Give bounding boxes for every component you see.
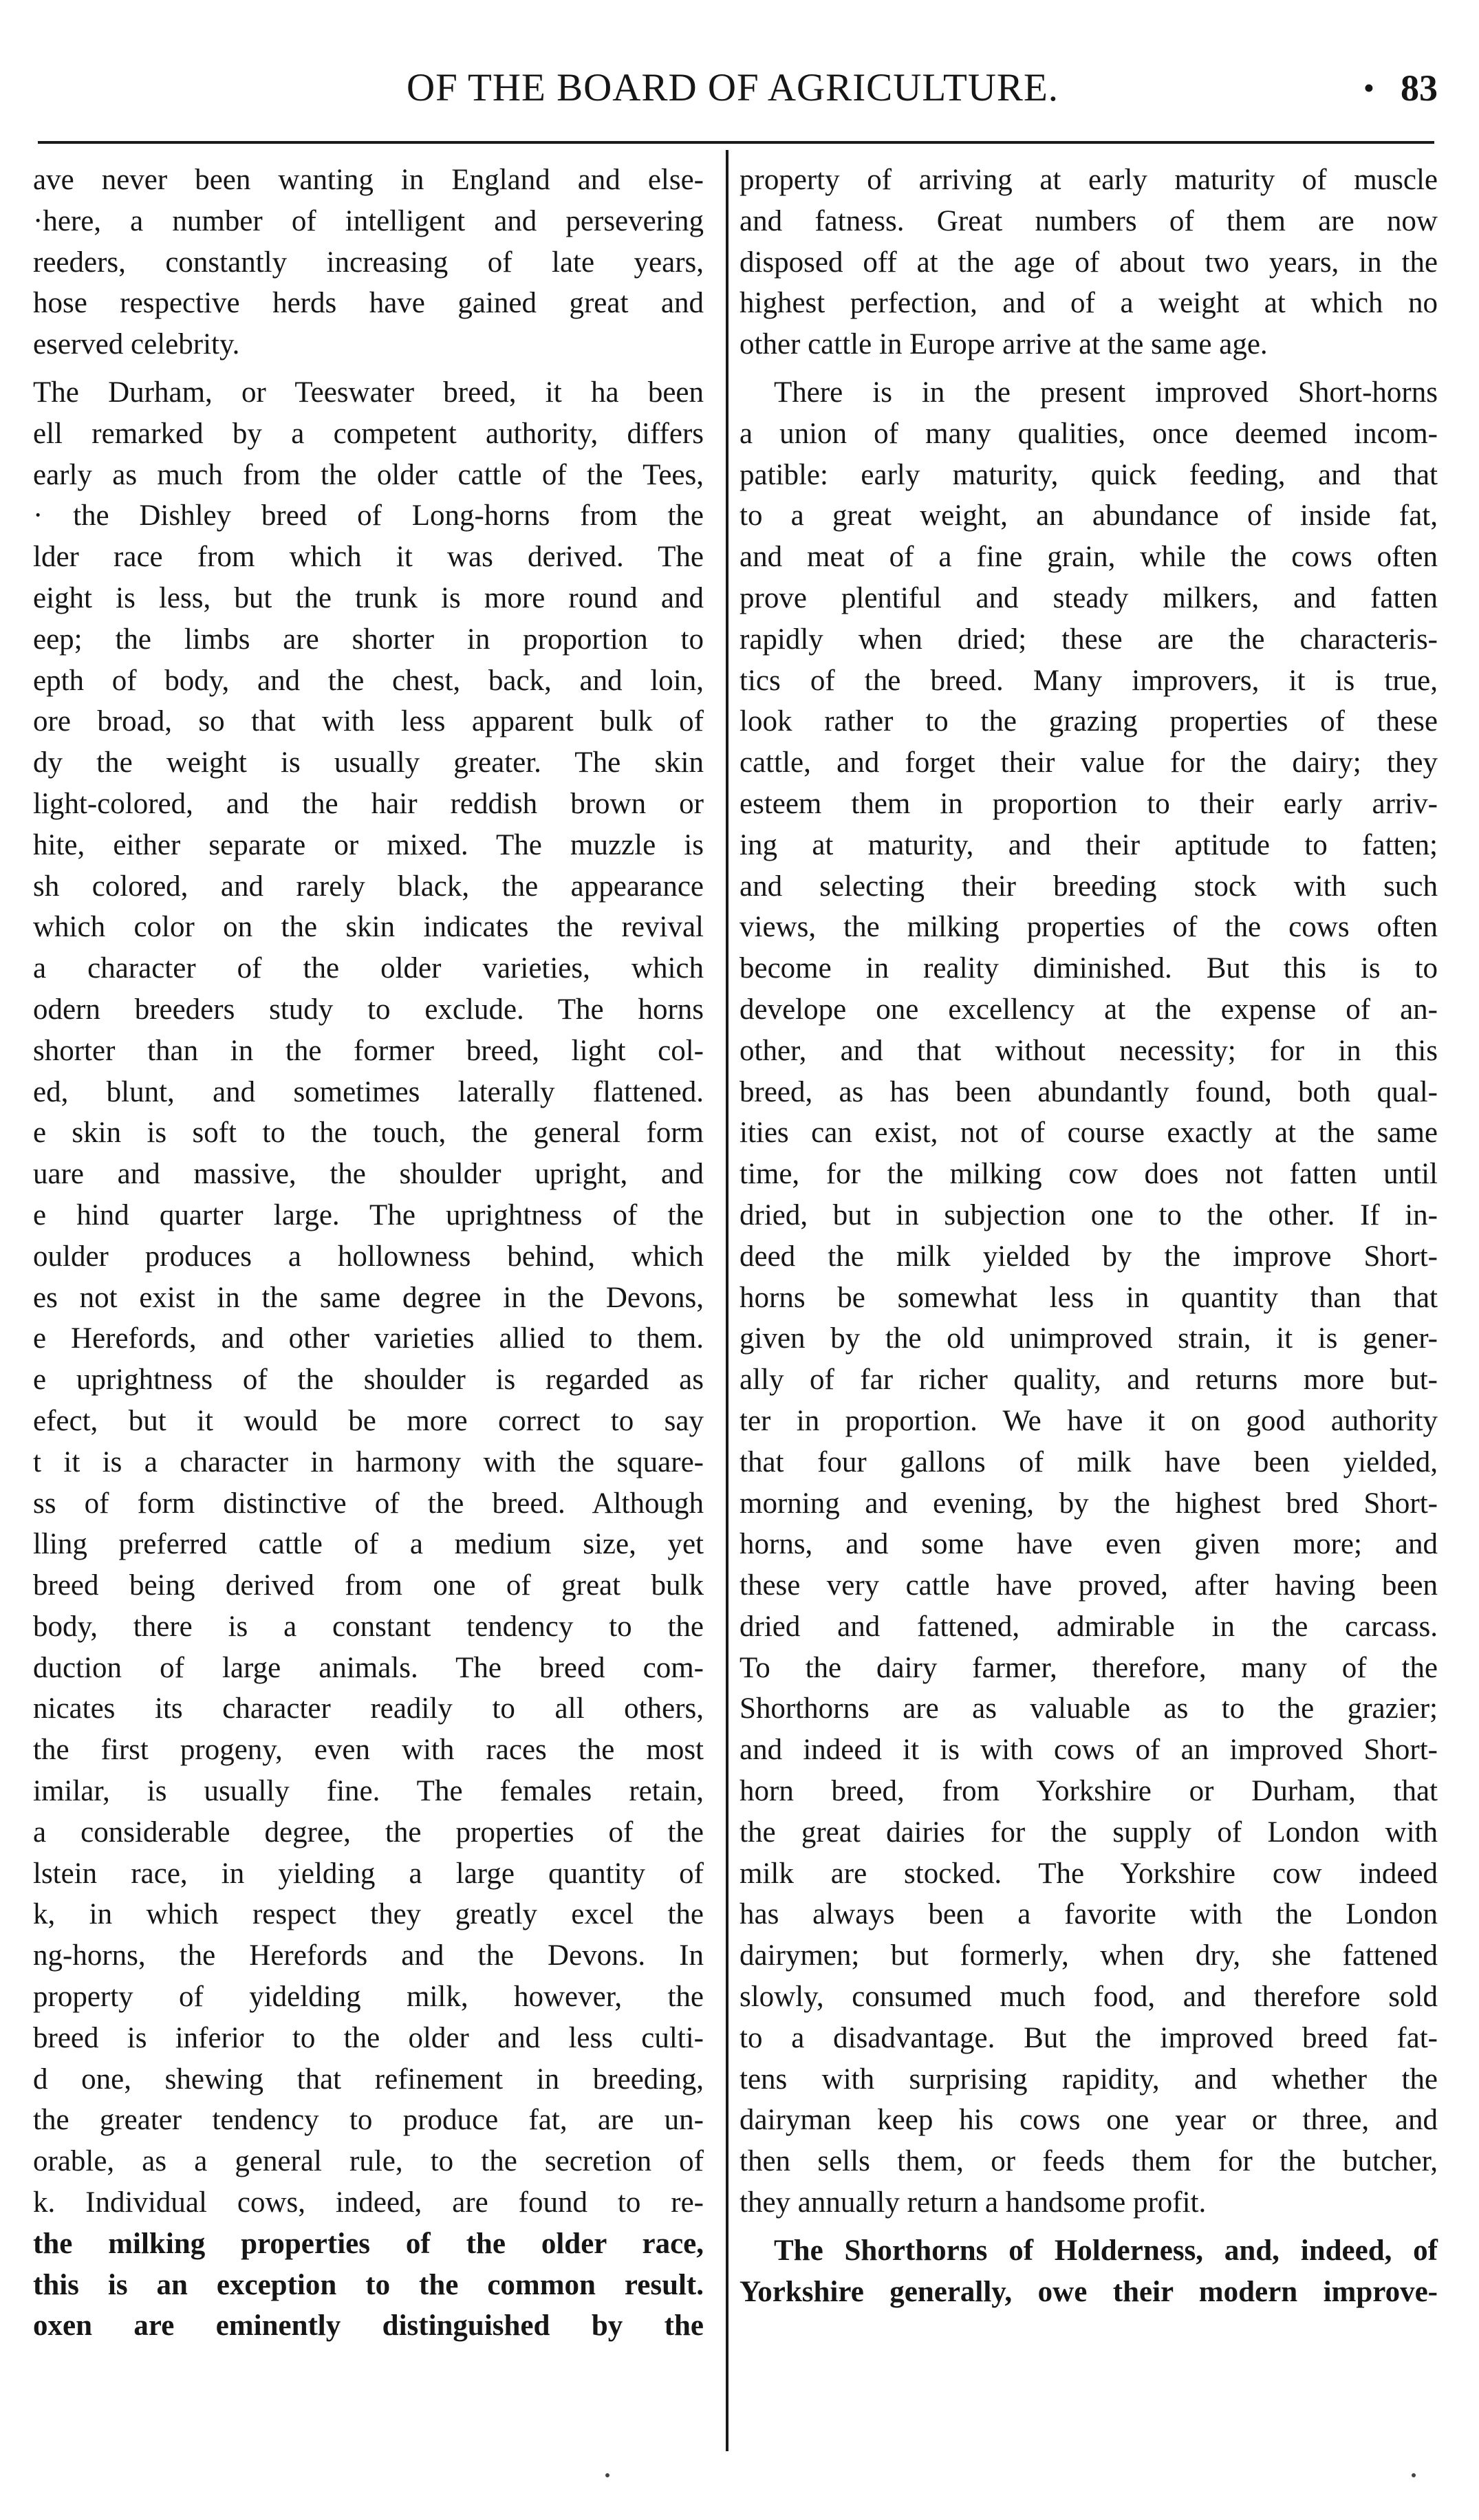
text-line: hite, either separate or mixed. The muzzle is bbox=[33, 828, 704, 861]
text-line: a union of many qualities, once deemed incom- bbox=[740, 417, 1438, 450]
text-line: time, for the milking cow does not fatten until bbox=[740, 1158, 1438, 1191]
text-line: ter in proportion. We have it on good authority bbox=[740, 1404, 1438, 1437]
text-line: imilar, is usually fine. The females retain, bbox=[33, 1775, 704, 1808]
text-line: dy the weight is usually greater. The skin bbox=[33, 746, 704, 779]
right-column bbox=[740, 160, 1438, 2312]
text-line: develope one excellency at the expense of an- bbox=[740, 993, 1438, 1026]
text-line: nicates its character readily to all others, bbox=[33, 1692, 704, 1725]
print-speck bbox=[1412, 2473, 1416, 2477]
text-line: dairymen; but formerly, when dry, she fattened bbox=[740, 1939, 1438, 1972]
text-line: k, in which respect they greatly excel the bbox=[33, 1898, 704, 1931]
text-line: There is in the present improved Short-horns bbox=[774, 376, 1438, 409]
text-line: esteem them in proportion to their early arriv- bbox=[740, 787, 1438, 820]
text-line: slowly, consumed much food, and therefore sold bbox=[740, 1981, 1438, 2014]
text-line: that four gallons of milk have been yielded, bbox=[740, 1445, 1438, 1478]
text-line: cattle, and forget their value for the dairy; they bbox=[740, 746, 1438, 779]
text-line: shorter than in the former breed, light col- bbox=[33, 1034, 704, 1067]
text-line: and meat of a fine grain, while the cows often bbox=[740, 541, 1438, 574]
text-line: oulder produces a hollowness behind, which bbox=[33, 1240, 704, 1273]
header-rule bbox=[38, 141, 1434, 144]
running-title: OF THE BOARD OF AGRICULTURE. bbox=[406, 66, 1059, 109]
text-line: e Herefords, and other varieties allied to them. bbox=[33, 1322, 704, 1355]
text-line: the greater tendency to produce fat, are un- bbox=[33, 2104, 704, 2137]
text-line: dried, but in subjection one to the other. If in- bbox=[740, 1198, 1438, 1231]
text-line: oxen are eminently distinguished by the bbox=[33, 2309, 704, 2343]
text-line: dairyman keep his cows one year or three, and bbox=[740, 2104, 1438, 2137]
text-line: property of yidelding milk, however, the bbox=[33, 1981, 704, 2014]
text-line: given by the old unimproved strain, it is gener- bbox=[740, 1322, 1438, 1355]
text-line: duction of large animals. The breed com- bbox=[33, 1651, 704, 1684]
text-line: ed, blunt, and sometimes laterally flattened. bbox=[33, 1075, 704, 1108]
text-line: To the dairy farmer, therefore, many of the bbox=[740, 1651, 1438, 1684]
text-line: and selecting their breeding stock with such bbox=[740, 870, 1438, 903]
text-line: disposed off at the age of about two years, in the bbox=[740, 246, 1438, 279]
text-line: light-colored, and the hair reddish brown or bbox=[33, 787, 704, 820]
running-head bbox=[28, 61, 1438, 116]
text-line: highest perfection, and of a weight at which no bbox=[740, 287, 1438, 320]
text-line: hose respective herds have gained great and bbox=[33, 287, 704, 320]
paragraph-gap bbox=[33, 365, 704, 372]
text-line: and indeed it is with cows of an improved Short- bbox=[740, 1734, 1438, 1767]
text-line: eep; the limbs are shorter in proportion to bbox=[33, 623, 704, 656]
column-divider bbox=[726, 150, 728, 2451]
text-line: Yorkshire generally, owe their modern improve- bbox=[740, 2275, 1438, 2308]
print-speck bbox=[605, 2473, 609, 2477]
text-line: dried and fattened, admirable in the carcass. bbox=[740, 1610, 1438, 1643]
text-line: patible: early maturity, quick feeding, and that bbox=[740, 458, 1438, 491]
text-line: e uprightness of the shoulder is regarded as bbox=[33, 1364, 704, 1397]
text-line: to a great weight, an abundance of inside fat, bbox=[740, 499, 1438, 532]
text-line: · the Dishley breed of Long-horns from the bbox=[33, 499, 704, 532]
text-line: lling preferred cattle of a medium size, yet bbox=[33, 1528, 704, 1561]
text-line: and fatness. Great numbers of them are now bbox=[740, 204, 1438, 237]
text-line: horn breed, from Yorkshire or Durham, that bbox=[740, 1775, 1438, 1808]
text-line: eight is less, but the trunk is more round and bbox=[33, 581, 704, 614]
text-line: tics of the breed. Many improvers, it is true, bbox=[740, 664, 1438, 697]
text-line: these very cattle have proved, after having been bbox=[740, 1569, 1438, 1602]
text-line: ave never been wanting in England and else- bbox=[33, 164, 704, 196]
text-line: reeders, constantly increasing of late years, bbox=[33, 246, 704, 279]
text-line: the great dairies for the supply of London with bbox=[740, 1816, 1438, 1849]
paragraph-gap bbox=[740, 2223, 1438, 2230]
text-line: other, and that without necessity; for in this bbox=[740, 1034, 1438, 1067]
text-line: tens with surprising rapidity, and whether the bbox=[740, 2063, 1438, 2096]
text-line: breed, as has been abundantly found, both qual- bbox=[740, 1075, 1438, 1108]
text-line: t it is a character in harmony with the square- bbox=[33, 1445, 704, 1478]
text-line: then sells them, or feeds them for the butcher, bbox=[740, 2145, 1438, 2178]
text-line: efect, but it would be more correct to say bbox=[33, 1404, 704, 1437]
text-line: the first progeny, even with races the most bbox=[33, 1734, 704, 1767]
text-line: prove plentiful and steady milkers, and fatten bbox=[740, 581, 1438, 614]
text-line: Shorthorns are as valuable as to the grazier; bbox=[740, 1692, 1438, 1725]
text-line: lder race from which it was derived. The bbox=[33, 541, 704, 574]
text-line: look rather to the grazing properties of these bbox=[740, 705, 1438, 738]
text-line: the milking properties of the older race, bbox=[33, 2227, 704, 2260]
text-line: ng-horns, the Herefords and the Devons. In bbox=[33, 1939, 704, 1972]
text-line: early as much from the older cattle of the Tees, bbox=[33, 458, 704, 491]
header-bullet: • bbox=[1363, 70, 1374, 105]
text-line: ing at maturity, and their aptitude to fatten; bbox=[740, 828, 1438, 861]
left-column bbox=[33, 160, 704, 2347]
page-number: 83 bbox=[1401, 67, 1438, 109]
paragraph-gap bbox=[740, 365, 1438, 372]
text-line: body, there is a constant tendency to the bbox=[33, 1610, 704, 1643]
text-line: ss of form distinctive of the breed. Although bbox=[33, 1487, 704, 1520]
text-line: views, the milking properties of the cows often bbox=[740, 911, 1438, 944]
text-line: The Shorthorns of Holderness, and, indeed, of bbox=[774, 2234, 1438, 2267]
text-line: they annually return a handsome profit. bbox=[740, 2186, 1207, 2219]
text-line: to a disadvantage. But the improved breed fat- bbox=[740, 2021, 1438, 2054]
text-line: odern breeders study to exclude. The horns bbox=[33, 993, 704, 1026]
text-line: ally of far richer quality, and returns more but- bbox=[740, 1364, 1438, 1397]
text-line: es not exist in the same degree in the Devons, bbox=[33, 1281, 704, 1314]
text-line: other cattle in Europe arrive at the same age. bbox=[740, 328, 1268, 361]
text-line: rapidly when dried; these are the characteris- bbox=[740, 623, 1438, 656]
text-line: ities can exist, not of course exactly at the same bbox=[740, 1117, 1438, 1150]
text-line: ell remarked by a competent authority, differs bbox=[33, 417, 704, 450]
text-line: horns, and some have even given more; and bbox=[740, 1528, 1438, 1561]
text-line: ·here, a number of intelligent and persevering bbox=[33, 204, 704, 237]
text-line: become in reality diminished. But this is to bbox=[740, 952, 1438, 985]
text-line: a considerable degree, the properties of the bbox=[33, 1816, 704, 1849]
text-line: lstein race, in yielding a large quantity of bbox=[33, 1857, 704, 1890]
text-line: breed being derived from one of great bulk bbox=[33, 1569, 704, 1602]
text-line: milk are stocked. The Yorkshire cow indeed bbox=[740, 1857, 1438, 1890]
text-line: uare and massive, the shoulder upright, and bbox=[33, 1158, 704, 1191]
text-line: property of arriving at early maturity of muscle bbox=[740, 164, 1438, 196]
text-line: breed is inferior to the older and less culti- bbox=[33, 2021, 704, 2054]
text-line: e hind quarter large. The uprightness of the bbox=[33, 1198, 704, 1231]
text-line: The Durham, or Teeswater breed, it ha been bbox=[33, 376, 704, 409]
text-line: d one, shewing that refinement in breeding, bbox=[33, 2063, 704, 2096]
text-line: deed the milk yielded by the improve Short- bbox=[740, 1240, 1438, 1273]
text-line: orable, as a general rule, to the secretion of bbox=[33, 2145, 704, 2178]
text-line: ore broad, so that with less apparent bulk of bbox=[33, 705, 704, 738]
text-line: horns be somewhat less in quantity than that bbox=[740, 1281, 1438, 1314]
text-line: e skin is soft to the touch, the general form bbox=[33, 1117, 704, 1150]
text-line: epth of body, and the chest, back, and loin, bbox=[33, 664, 704, 697]
text-line: has always been a favorite with the London bbox=[740, 1898, 1438, 1931]
text-line: this is an exception to the common result. bbox=[33, 2268, 704, 2301]
text-line: k. Individual cows, indeed, are found to re- bbox=[33, 2186, 704, 2219]
text-line: a character of the older varieties, which bbox=[33, 952, 704, 985]
text-line: eserved celebrity. bbox=[33, 328, 240, 361]
text-line: morning and evening, by the highest bred Short- bbox=[740, 1487, 1438, 1520]
text-line: sh colored, and rarely black, the appearance bbox=[33, 870, 704, 903]
text-line: which color on the skin indicates the revival bbox=[33, 911, 704, 944]
